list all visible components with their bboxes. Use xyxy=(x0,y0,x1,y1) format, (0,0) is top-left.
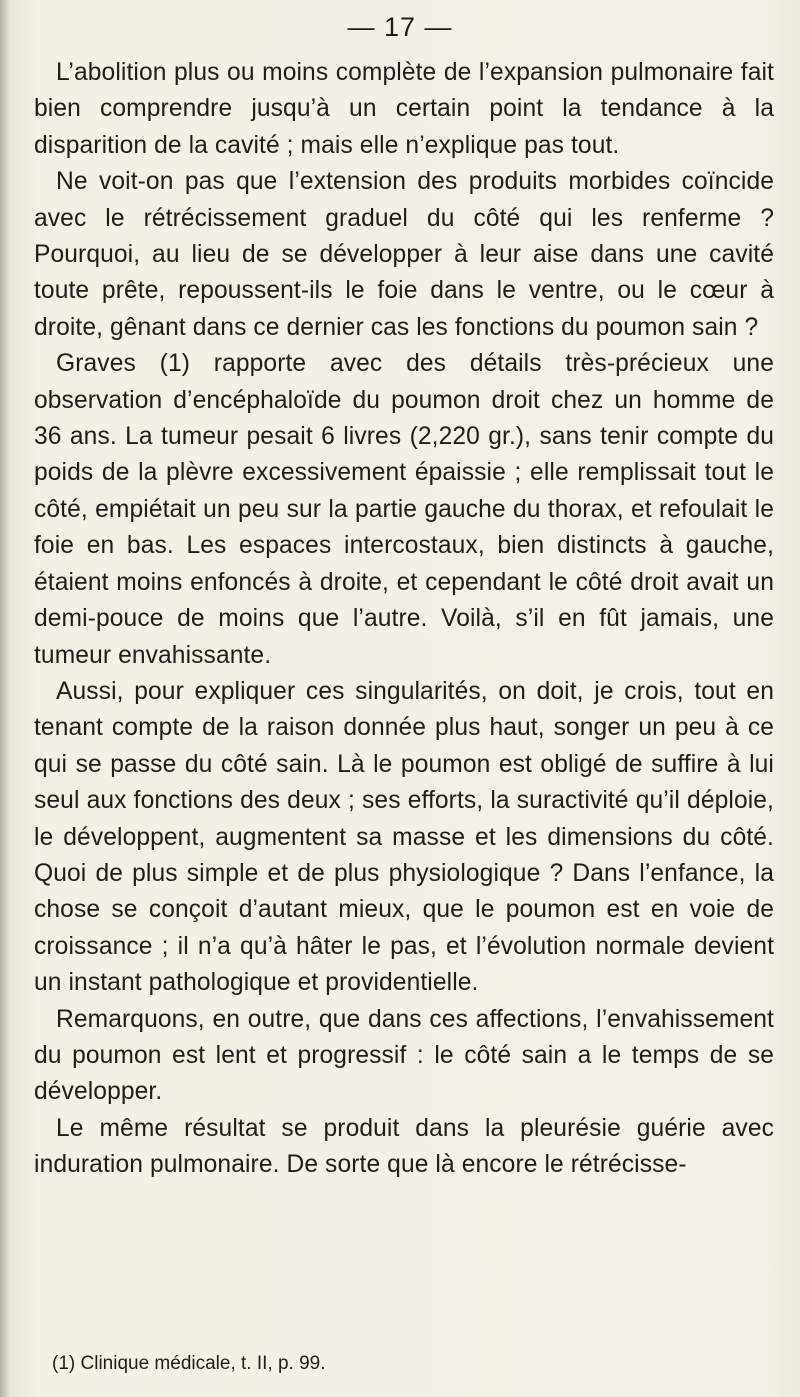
page-number: — 17 — xyxy=(347,12,453,42)
body-text xyxy=(34,55,774,1184)
paragraph-3: Graves (1) rapporte avec des détails très-précieux une observation d’encéphaloïde du poumon droit chez un homme de 36 ans. La tumeur pesait 6 livres (2,220 gr.), sans tenir compte du poids de la plèvre excessivement épaissie ; elle remplissait tout le côté, empiétait un peu sur la partie gauche du thorax, et refoulait le foie en bas. Les espaces intercostaux, bien distincts à gauche, étaient moins enfoncés à droite, et cependant le côté droit avait un demi-pouce de moins que l’autre. Voilà, s’il en fût jamais, une tumeur envahissante. xyxy=(34,350,774,669)
binding-shadow xyxy=(0,0,10,1397)
paragraph-6: Le même résultat se produit dans la pleurésie guérie avec induration pulmonaire. De sorte que là encore le rétrécisse- xyxy=(34,1114,774,1179)
footnote: (1) Clinique médicale, t. II, p. 99. xyxy=(52,1353,326,1374)
paragraph-2: Ne voit-on pas que l’extension des produits morbides coïncide avec le rétrécissement graduel du côté qui les renferme ? Pourquoi, au lieu de se développer à leur aise dans une cavité toute prête, repoussent-ils le foie dans le ventre, ou le cœur à droite, gênant dans ce dernier cas les fonctions du poumon sain ? xyxy=(34,168,774,341)
paragraph-5: Remarquons, en outre, que dans ces affections, l’envahissement du poumon est lent et progressif : le côté sain a le temps de se développer. xyxy=(34,1005,774,1106)
paragraph-4: Aussi, pour expliquer ces singularités, on doit, je crois, tout en tenant compte de la raison donnée plus haut, songer un peu à ce qui se passe du côté sain. Là le poumon est obligé de suffire à lui seul aux fonctions des deux ; ses efforts, la suractivité qu’il déploie, le développent, augmentent sa masse et les dimensions du côté. Quoi de plus simple et de plus physiologique ? Dans l’enfance, la chose se conçoit d’autant mieux, que le poumon est en voie de croissance ; il n’a qu’à hâter le pas, et l’évolution normale devient un instant pathologique et providentielle. xyxy=(34,677,774,997)
paragraph-1: L’abolition plus ou moins complète de l’expansion pulmonaire fait bien comprendre jusqu’à un certain point la tendance à la disparition de la cavité ; mais elle n’explique pas tout. xyxy=(34,59,774,159)
